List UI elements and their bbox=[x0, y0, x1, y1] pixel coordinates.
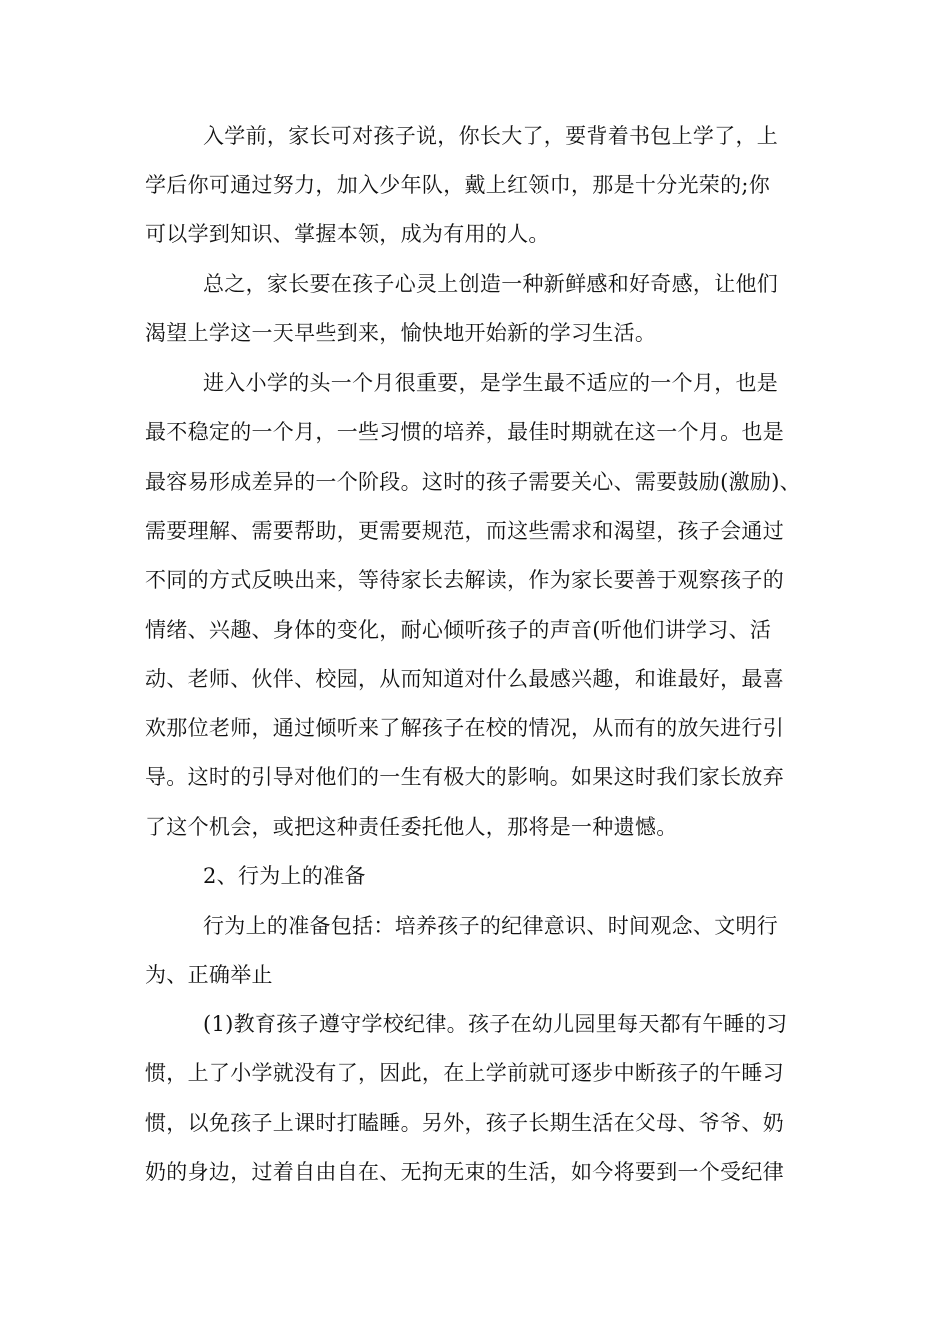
paragraph-3-line-1: 进入小学的头一个月很重要，是学生最不适应的一个月，也是 bbox=[203, 371, 779, 395]
paragraph-3-line-4: 需要理解、需要帮助，更需要规范，而这些需求和渴望，孩子会通过 bbox=[145, 519, 784, 543]
paragraph-5-line-3: 惯，以免孩子上课时打瞌睡。另外，孩子长期生活在父母、爷爷、奶 bbox=[145, 1111, 784, 1135]
paragraph-4-line-1: 行为上的准备包括：培养孩子的纪律意识、时间观念、文明行 bbox=[203, 914, 779, 938]
paragraph-1-line-2: 学后你可通过努力，加入少年队，戴上红领巾，那是十分光荣的;你 bbox=[145, 173, 771, 197]
paragraph-3-line-3: 最容易形成差异的一个阶段。这时的孩子需要关心、需要鼓励(激励)、 bbox=[145, 470, 801, 494]
paragraph-3-line-5: 不同的方式反映出来，等待家长去解读，作为家长要善于观察孩子的 bbox=[145, 568, 784, 592]
paragraph-3-line-6: 情绪、兴趣、身体的变化，耐心倾听孩子的声音(听他们讲学习、活 bbox=[145, 618, 772, 642]
paragraph-1-line-3: 可以学到知识、掌握本领，成为有用的人。 bbox=[145, 222, 550, 246]
paragraph-4-line-2: 为、正确举止 bbox=[145, 963, 273, 987]
paragraph-3-line-2: 最不稳定的一个月，一些习惯的培养，最佳时期就在这一个月。也是 bbox=[145, 420, 784, 444]
paragraph-3-line-9: 导。这时的引导对他们的一生有极大的影响。如果这时我们家长放弃 bbox=[145, 765, 784, 789]
paragraph-2-line-2: 渴望上学这一天早些到来，愉快地开始新的学习生活。 bbox=[145, 321, 657, 345]
paragraph-3-line-8: 欢那位老师，通过倾听来了解孩子在校的情况，从而有的放矢进行引 bbox=[145, 716, 784, 740]
section-heading: 2、行为上的准备 bbox=[203, 864, 366, 888]
paragraph-3-line-10: 了这个机会，或把这种责任委托他人，那将是一种遗憾。 bbox=[145, 815, 678, 839]
paragraph-2-line-1: 总之，家长要在孩子心灵上创造一种新鲜感和好奇感，让他们 bbox=[203, 272, 779, 296]
paragraph-5-line-4: 奶的身边，过着自由自在、无拘无束的生活，如今将要到一个受纪律 bbox=[145, 1160, 784, 1184]
paragraph-1-line-1: 入学前，家长可对孩子说，你长大了，要背着书包上学了，上 bbox=[203, 124, 779, 148]
paragraph-3-line-7: 动、老师、伙伴、校园，从而知道对什么最感兴趣，和谁最好，最喜 bbox=[145, 667, 784, 691]
paragraph-5-line-2: 惯，上了小学就没有了，因此，在上学前就可逐步中断孩子的午睡习 bbox=[145, 1061, 784, 1085]
paragraph-5-line-1: (1)教育孩子遵守学校纪律。孩子在幼儿园里每天都有午睡的习 bbox=[203, 1012, 788, 1036]
